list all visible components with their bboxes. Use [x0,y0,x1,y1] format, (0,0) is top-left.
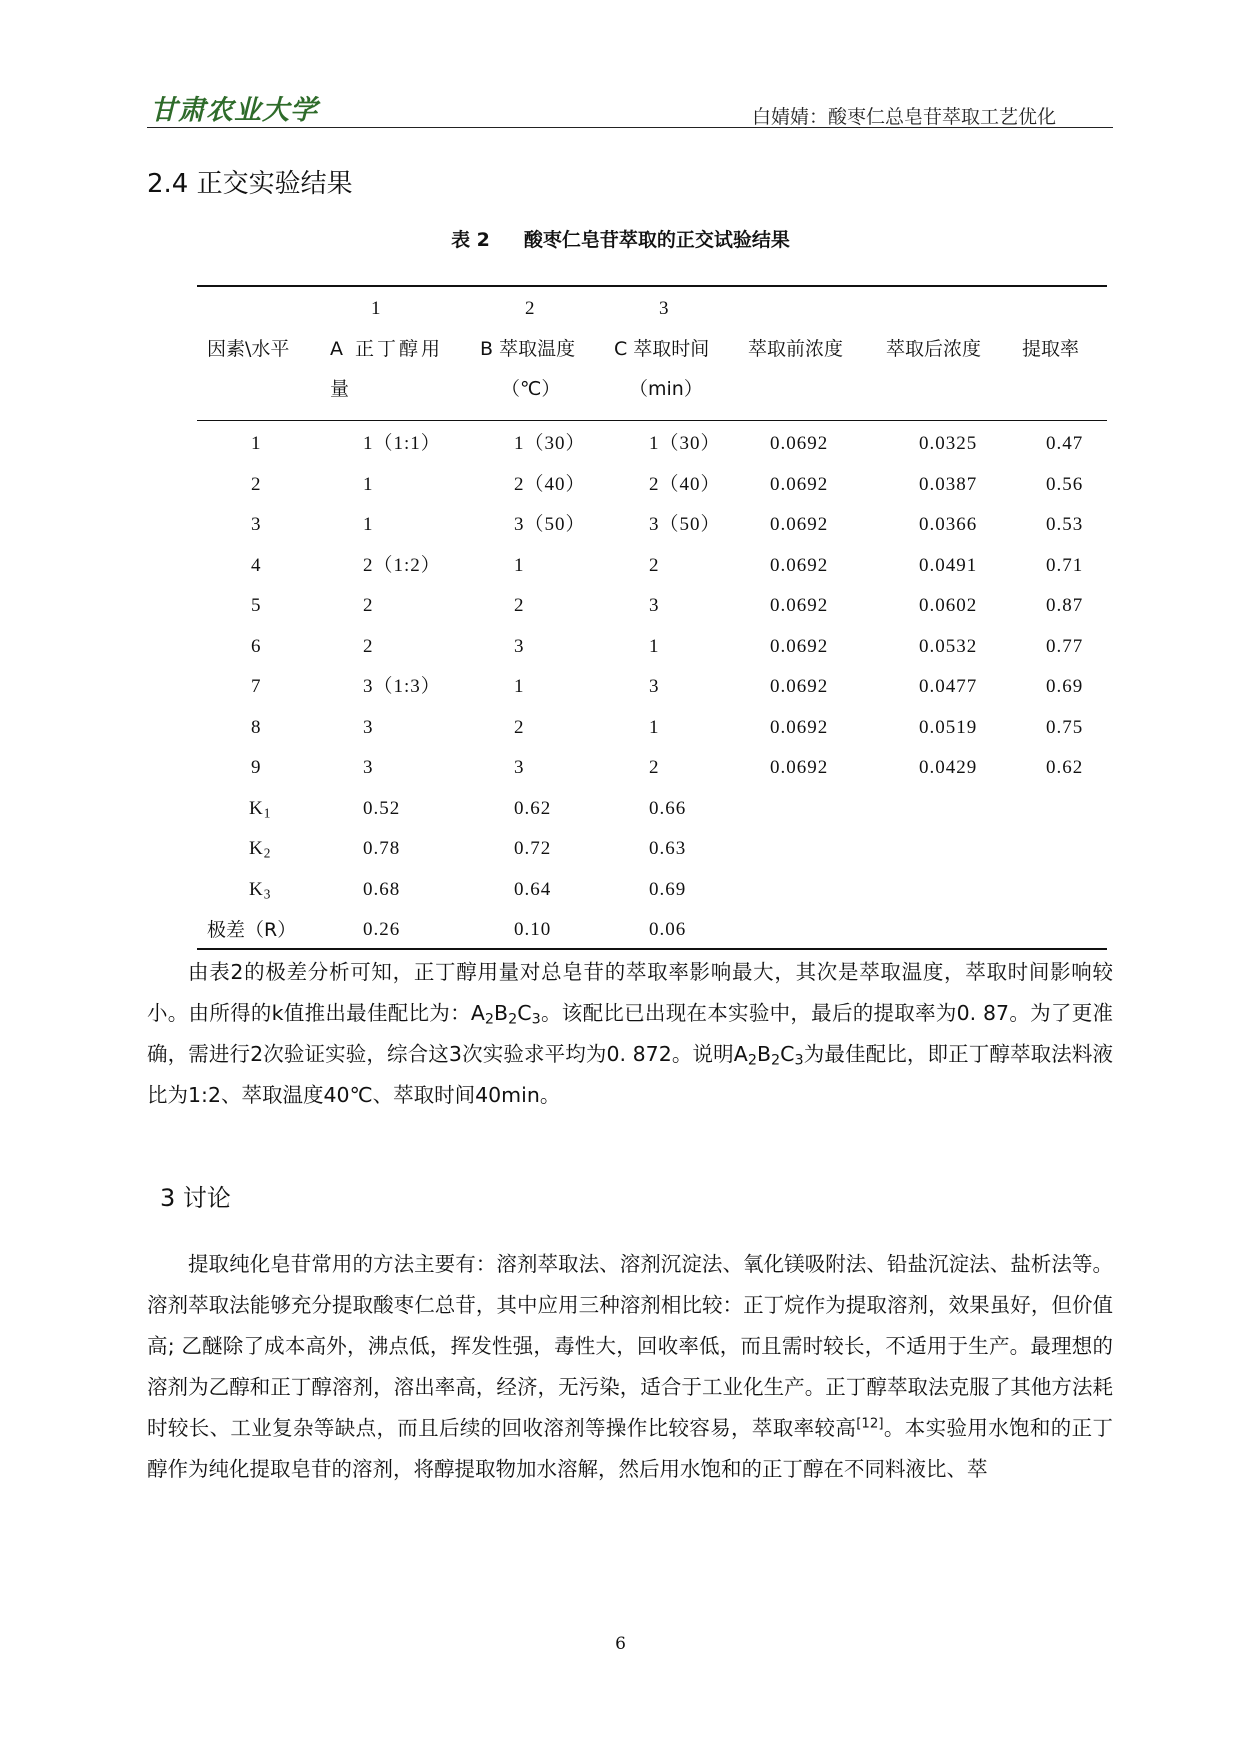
table-cell: 0.64 [514,878,552,900]
section-heading-3: 3 讨论 [160,1184,231,1212]
table-cell: 2 [363,595,374,616]
table-cell: 3 [363,716,374,738]
university-logo: 甘肃农业大学 [150,95,318,126]
discussion-text-2: 。本实验用水饱和的正丁醇作为纯化提取皂苷的溶剂，将醇提取物加水溶解，然后用水饱和的正丁醇在不同料液比、萃 [147,1416,1113,1481]
k-subscript: 3 [263,885,272,901]
k-label: K [249,878,264,900]
table-cell: 0.0491 [919,554,978,576]
header-level-3: 3 [659,298,670,319]
table-cell: 0.0692 [770,716,829,738]
table-cell: 1 [514,676,525,697]
table-cell: 1 [251,433,262,454]
k-subscript: 2 [263,845,272,861]
table-cell: 3（50） [514,514,586,535]
table-cell: 0.0692 [770,514,829,535]
table-cell: 0.53 [1046,514,1084,535]
table-cell: 1（1:1） [363,433,441,454]
table-cell: 1 [363,514,374,535]
table-cell: 0.69 [1046,676,1084,697]
table-cell: 0.68 [363,878,401,900]
table-cell: 0.0366 [919,514,978,535]
table-cell: 3 [649,676,660,697]
k-row-label [249,797,271,821]
header-col-a-line2: 量 [330,378,350,400]
header-factor-level: 因素\水平 [207,338,290,360]
header-after-concentration: 萃取后浓度 [886,338,982,360]
table-cell: 0.69 [649,878,687,900]
table-cell: 0.0429 [919,757,978,778]
table-cell: 0.47 [1046,433,1084,454]
table-cell: 6 [251,635,262,657]
analysis-paragraph: 由表2的极差分析可知，正丁醇用量对总皂苷的萃取率影响最大，其次是萃取温度，萃取时间影响较小。由所得的k值推出最佳配比为：$A_2B_2C_3$。该配比已出现在本实验中，最后的提取率为0. 87。为了更准确，需进行2次验证实验，综合这3次实验求平均为0. 872。说明$A_2B_2C_3$为最佳配比，即正丁醇萃取法料液比为1:2、萃取温度40℃、萃取时间40min。 [147,960,1114,1107]
header-rule [147,127,1113,128]
header-level-2: 2 [525,298,536,319]
table-cell: 0.66 [649,797,687,819]
table-cell: 1 [649,635,660,657]
table-cell: 0.62 [1046,757,1084,778]
header-col-b-line2: （℃） [501,378,561,400]
table-cell: 1（30） [514,433,586,454]
table-cell: 0.0325 [919,433,978,454]
table-cell: 3 [514,757,525,778]
table-cell: 0.56 [1046,473,1084,495]
table-cell: 1 [514,554,525,576]
table-cell: 0.63 [649,838,687,859]
table-cell: 0.77 [1046,635,1084,657]
table-cell: 0.0387 [919,473,978,495]
table-cell: 9 [251,757,262,778]
table-caption [0,225,1241,252]
table-cell: 2 [514,595,525,616]
k-row-label [249,878,271,902]
header-extraction-rate: 提取率 [1022,338,1080,360]
table-cell: 0.26 [363,919,401,940]
discussion-text-1: 提取纯化皂苷常用的方法主要有：溶剂萃取法、溶剂沉淀法、氧化镁吸附法、铅盐沉淀法、盐析法等。溶剂萃取法能够充分提取酸枣仁总苷，其中应用三种溶剂相比较：正丁烷作为提取溶剂，效果虽好，但价值高; 乙醚除了成本高外，沸点低，挥发性强，毒性大，回收率低，而且需时较长，不适用于生产。最理想的溶剂为乙醇和正丁醇溶剂，溶出率高，经济，无污染，适合于工业化生产。正丁醇萃取法克服了其他方法耗时较长、工业复杂等缺点，而且后续的回收溶剂等操作比较容易，萃取率较高 [147,1252,1113,1440]
table-cell: 0.0692 [770,757,829,778]
analysis-text-2: 。该配比已出现在本实验中，最后的提取率为0. 87。为了更准确，需进行2次验证实验，综合这3次实验求平均为0. 872。说明 [147,1001,1113,1066]
table-cell: 0.87 [1046,595,1084,616]
header-col-a-line1: A 正丁醇用 [330,338,444,360]
table-cell: 0.75 [1046,716,1084,738]
section-heading-2-4: 2.4 正交实验结果 [147,169,353,199]
k-label: K [249,797,264,819]
table-cell: 0.0532 [919,635,978,657]
table-cell: 0.0692 [770,676,829,697]
k-row-label [249,837,271,861]
table-cell: 3 [649,595,660,616]
discussion-paragraph [147,1244,1113,1490]
k-subscript: 1 [263,804,272,820]
running-header-title: 白婧婧：酸枣仁总皂苷萃取工艺优化 [751,106,1056,128]
table-cell: 0.0692 [770,554,829,576]
table-cell: 4 [251,554,262,576]
table-cell: 0.0692 [770,473,829,495]
table-cell: 7 [251,676,262,697]
header-col-c-line1: C 萃取时间 [614,338,710,360]
table-cell: 5 [251,595,262,616]
table-cell: 2（1:2） [363,554,441,576]
table-cell: 0.0477 [919,676,978,697]
range-row-label: 极差（R） [207,919,297,941]
table-cell: 8 [251,716,262,738]
table-cell: 1（30） [649,433,721,454]
table-caption-text: 酸枣仁皂苷萃取的正交试验结果 [523,229,790,251]
table-cell: 0.62 [514,797,552,819]
k-label: K [249,838,264,859]
table-cell: 0.0602 [919,595,978,616]
table-cell: 2 [251,473,262,495]
table-cell: 2（40） [514,473,586,495]
table-cell: 3 [514,635,525,657]
table-caption-number: 表 2 [451,229,490,251]
citation-12: [12] [856,1416,884,1432]
table-cell: 0.0692 [770,635,829,657]
table-cell: 0.0692 [770,595,829,616]
header-before-concentration: 萃取前浓度 [748,338,844,360]
table-cell: 0.10 [514,919,552,940]
table-cell: 3 [363,757,374,778]
table-cell: 2 [649,757,660,778]
table-cell: 0.0692 [770,433,829,454]
table-cell: 1 [363,473,374,495]
table-cell: 2（40） [649,473,721,495]
header-level-1: 1 [371,298,382,319]
table-header-rule [197,420,1107,421]
table-cell: 3（50） [649,514,721,535]
table-cell: 2 [363,635,374,657]
table-cell: 0.71 [1046,554,1084,576]
analysis-text-3: 为最佳配比，即正丁醇萃取法料液比为1:2、萃取温度40℃、萃取时间40min。 [147,1042,1114,1107]
table-cell: 0.72 [514,838,552,859]
table-cell: 1 [649,716,660,738]
table-cell: 0.52 [363,797,401,819]
header-col-b-line1: B 萃取温度 [480,338,576,360]
table-cell: 0.78 [363,838,401,859]
table-cell: 3（1:3） [363,676,441,697]
table-cell: 2 [649,554,660,576]
table-top-rule [197,285,1107,287]
page-number: 6 [615,1634,626,1654]
table-cell: 3 [251,514,262,535]
table-cell: 0.0519 [919,716,978,738]
table-cell: 0.06 [649,919,687,940]
analysis-text-1: 由表2的极差分析可知，正丁醇用量对总皂苷的萃取率影响最大，其次是萃取温度，萃取时间影响较小。由所得的k值推出最佳配比为： [147,960,1113,1025]
table-bottom-rule [197,948,1107,950]
table-cell: 2 [514,716,525,738]
header-col-c-line2: （min） [629,378,703,400]
